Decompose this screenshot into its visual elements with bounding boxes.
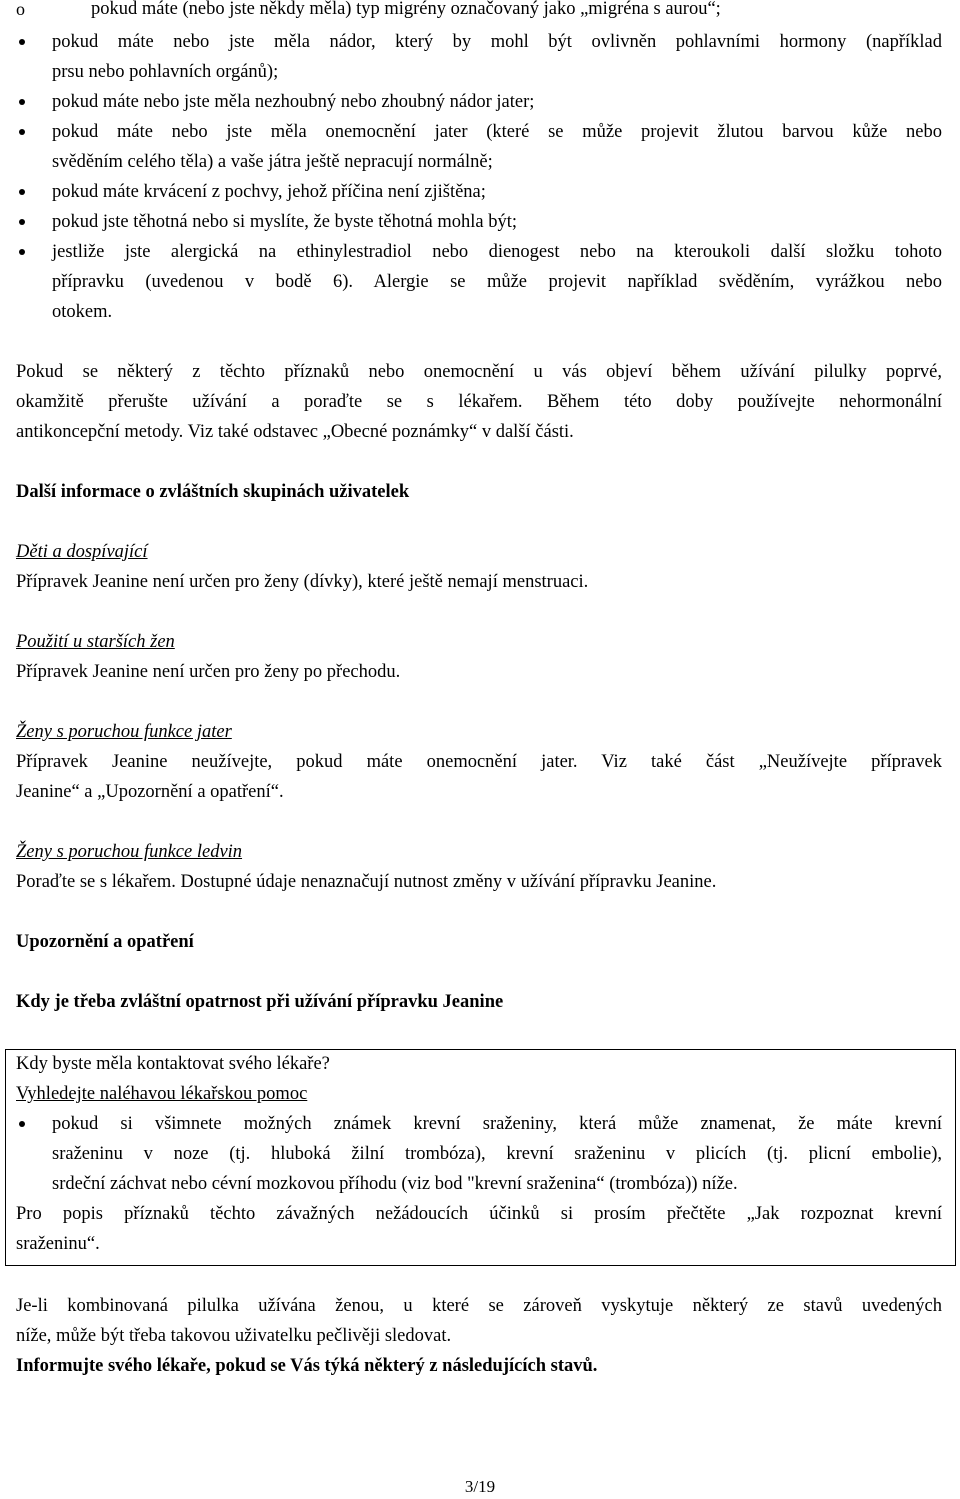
paragraph-monitoring-line1: Je-li kombinovaná pilulka užívána ženou, u které se zároveň vyskytuje některý ze stavů uvedených — [16, 1296, 942, 1316]
box-description-line2: sraženinu“. — [16, 1234, 100, 1254]
list-item-allergy-line3: otokem. — [52, 302, 113, 322]
text-older-women: Přípravek Jeanine není určen pro ženy po přechodu. — [16, 662, 401, 682]
list-item-tumor-line1: pokud máte nebo jste měla nádor, který by mohl být ovlivněn pohlavními hormony (například — [52, 32, 942, 52]
bullet — [19, 129, 25, 135]
list-item-allergy-line2: přípravku (uvedenou v bodě 6). Alergie se může projevit například svěděním, vyrážkou nebo — [52, 272, 942, 292]
box-urgent-help: Vyhledejte naléhavou lékařskou pomoc — [16, 1084, 308, 1104]
paragraph-monitoring-line2: níže, může být třeba takovou uživatelku pečlivěji sledovat. — [16, 1326, 452, 1346]
page-number: 3/19 — [464, 1477, 496, 1496]
text-kidney: Poraďte se s lékařem. Dostupné údaje nenaznačují nutnost změny v užívání přípravku Jeanine. — [16, 872, 717, 892]
text-children: Přípravek Jeanine není určen pro ženy (dívky), které ještě nemají menstruaci. — [16, 572, 589, 592]
text-liver-line1: Přípravek Jeanine neužívejte, pokud máte onemocnění jater. Viz také část „Neužívejte přípravek — [16, 752, 942, 772]
paragraph-stop-use-line3: antikoncepční metody. Viz také odstavec „Obecné poznámky“ v další části. — [16, 422, 574, 442]
list-item-liver-tumor: pokud máte nebo jste měla nezhoubný nebo zhoubný nádor jater; — [52, 92, 535, 112]
bullet — [19, 189, 25, 195]
list-item-liver-disease-line1: pokud máte nebo jste měla onemocnění jater (které se může projevit žlutou barvou kůže nebo — [52, 122, 942, 142]
heading-special-groups: Další informace o zvláštních skupinách uživatelek — [16, 482, 410, 502]
list-item-migraine: pokud máte (nebo jste někdy měla) typ migrény označovaný jako „migréna s aurou“; — [91, 0, 721, 19]
box-question: Kdy byste měla kontaktovat svého lékaře? — [16, 1054, 330, 1074]
subheading-liver: Ženy s poruchou funkce jater — [16, 722, 232, 742]
box-bullet-line2: sraženinu v noze (tj. hluboká žilní trombóza), krevní sraženinu v plicích (tj. plicní embolie), — [52, 1144, 942, 1164]
subheading-older-women: Použití u starších žen — [16, 632, 175, 652]
list-item-tumor-line2: prsu nebo pohlavních orgánů); — [52, 62, 279, 82]
text-liver-line2: Jeanine“ a „Upozornění a opatření“. — [16, 782, 284, 802]
list-item-allergy-line1: jestliže jste alergická na ethinylestradiol nebo dienogest nebo na kteroukoli další složku tohoto — [52, 242, 942, 262]
circle-bullet: o — [16, 0, 25, 19]
bullet — [19, 249, 25, 255]
subheading-kidney: Ženy s poruchou funkce ledvin — [16, 842, 243, 862]
paragraph-stop-use-line2: okamžitě přerušte užívání a poraďte se s lékařem. Během této doby používejte nehormonální — [16, 392, 942, 412]
paragraph-stop-use-line1: Pokud se některý z těchto příznaků nebo onemocnění u vás objeví během užívání pilulky poprvé, — [16, 362, 942, 382]
subheading-children: Děti a dospívající — [16, 542, 148, 562]
bullet — [19, 219, 25, 225]
box-description-line1: Pro popis příznaků těchto závažných nežádoucích účinků si prosím přečtěte „Jak rozpoznat krevní — [16, 1204, 942, 1224]
bullet — [19, 99, 25, 105]
bullet — [19, 39, 25, 45]
list-item-liver-disease-line2: svěděním celého těla) a vaše játra ještě nepracují normálně; — [52, 152, 493, 172]
heading-warnings: Upozornění a opatření — [16, 932, 194, 952]
paragraph-inform-doctor: Informujte svého lékaře, pokud se Vás týká některý z následujících stavů. — [16, 1356, 598, 1376]
box-bullet-line1: pokud si všimnete možných známek krevní sraženiny, která může znamenat, že máte krevní — [52, 1114, 942, 1134]
box-bullet-line3: srdeční záchvat nebo cévní mozkovou příhodu (viz bod "krevní sraženina“ (trombóza)) níže. — [52, 1174, 738, 1194]
list-item-pregnant: pokud jste těhotná nebo si myslíte, že byste těhotná mohla být; — [52, 212, 517, 232]
heading-caution: Kdy je třeba zvláštní opatrnost při užívání přípravku Jeanine — [16, 992, 504, 1012]
list-item-bleeding: pokud máte krvácení z pochvy, jehož příčina není zjištěna; — [52, 182, 486, 202]
bullet — [19, 1121, 25, 1127]
